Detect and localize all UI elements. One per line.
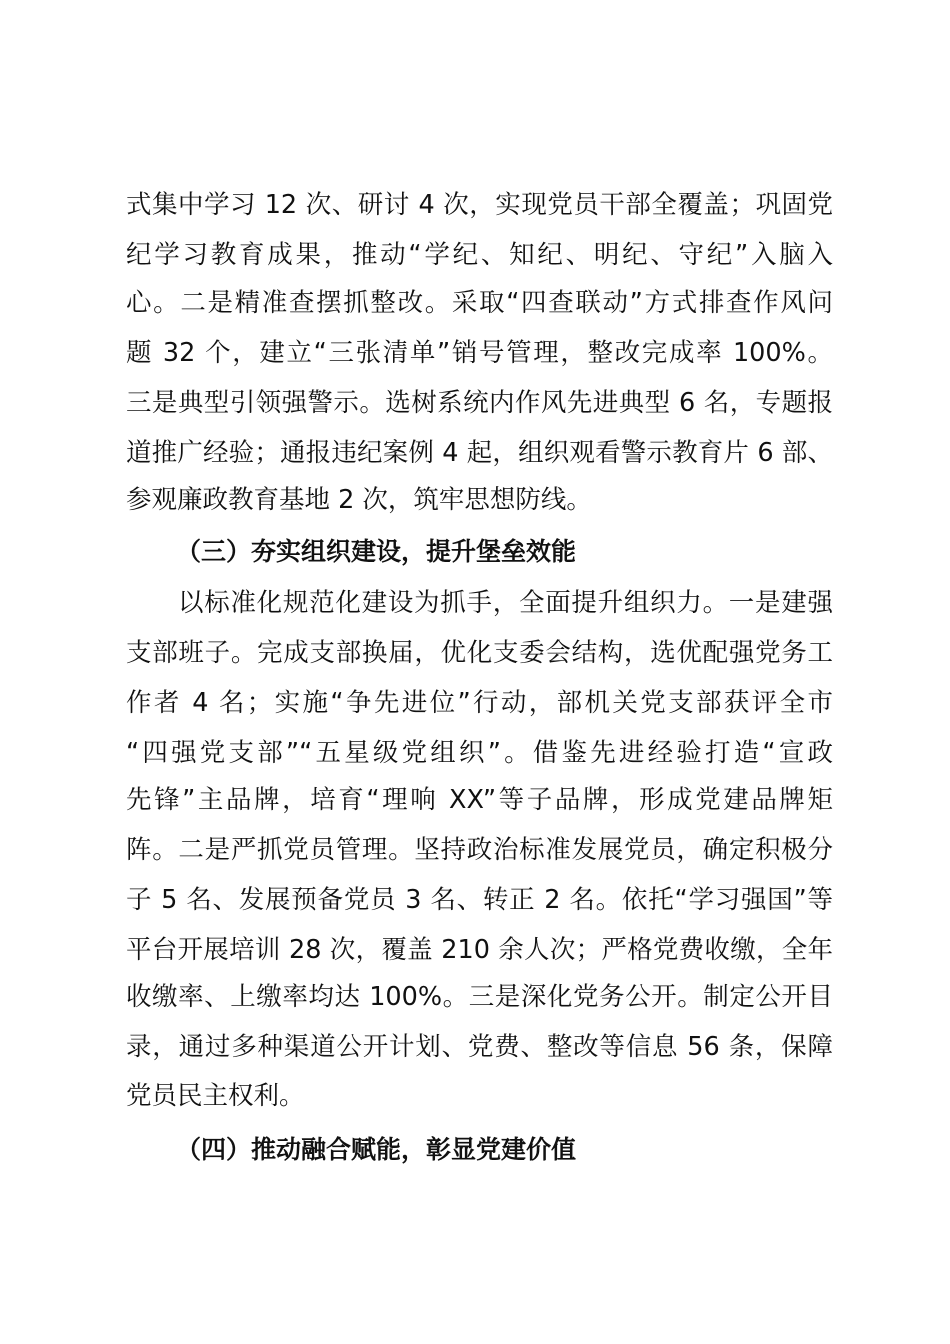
paragraph-line: 作者 4 名；实施“争先进位”行动，部机关党支部获评全市 bbox=[126, 688, 833, 718]
paragraph-line: 平台开展培训 28 次，覆盖 210 余人次；严格党费收缴，全年 bbox=[126, 935, 833, 965]
section-heading-4: （四）推动融合赋能，彰显党建价值 bbox=[176, 1135, 577, 1164]
paragraph-line: 子 5 名、发展预备党员 3 名、转正 2 名。依托“学习强国”等 bbox=[126, 885, 833, 915]
paragraph-line: 录，通过多种渠道公开计划、党费、整改等信息 56 条，保障 bbox=[126, 1032, 833, 1062]
paragraph-line: 以标准化规范化建设为抓手，全面提升组织力。一是建强 bbox=[178, 588, 833, 618]
paragraph-line: 三是典型引领强警示。选树系统内作风先进典型 6 名，专题报 bbox=[126, 388, 833, 418]
paragraph-line: 道推广经验；通报违纪案例 4 起，组织观看警示教育片 6 部、 bbox=[126, 438, 833, 468]
paragraph-line: 收缴率、上缴率均达 100%。三是深化党务公开。制定公开目 bbox=[126, 982, 833, 1012]
paragraph-line: 党员民主权利。 bbox=[126, 1081, 305, 1111]
paragraph-line: “四强党支部”“五星级党组织”。借鉴先进经验打造“宣政 bbox=[126, 738, 833, 768]
paragraph-line: 心。二是精准查摆抓整改。采取“四查联动”方式排查作风问 bbox=[126, 288, 833, 318]
paragraph-line: 支部班子。完成支部换届，优化支委会结构，选优配强党务工 bbox=[126, 638, 833, 668]
paragraph-line: 阵。二是严抓党员管理。坚持政治标准发展党员，确定积极分 bbox=[126, 835, 833, 865]
paragraph-line: 式集中学习 12 次、研讨 4 次，实现党员干部全覆盖；巩固党 bbox=[126, 190, 833, 220]
paragraph-line: 先锋”主品牌，培育“理响 XX”等子品牌，形成党建品牌矩 bbox=[126, 785, 833, 815]
section-heading-3: （三）夯实组织建设，提升堡垒效能 bbox=[176, 537, 577, 566]
paragraph-line: 纪学习教育成果，推动“学纪、知纪、明纪、守纪”入脑入 bbox=[126, 240, 833, 270]
paragraph-line: 题 32 个，建立“三张清单”销号管理，整改完成率 100%。 bbox=[126, 338, 833, 368]
paragraph-line: 参观廉政教育基地 2 次，筑牢思想防线。 bbox=[126, 485, 592, 515]
